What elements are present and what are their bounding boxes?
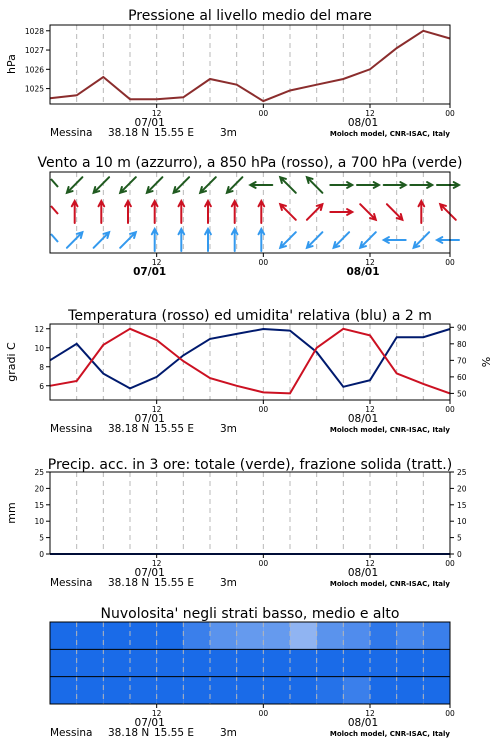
temperature-line [50,329,450,394]
cloud-cell [423,649,450,676]
wind-700hpa-arrow [51,179,58,187]
pressure-ylabel: hPa [5,54,18,74]
time-tick-label: 12 [365,709,375,718]
cloud-cell [183,622,210,649]
cloud-cell [290,649,317,676]
time-tick-label: 12 [365,258,375,267]
wind-10m-arrow [67,232,83,248]
cloud-cell [423,622,450,649]
y-tick-label: 1026 [24,65,44,75]
model-credit: Moloch model, CNR-ISAC, Italy [329,426,450,434]
cloud-cell [183,677,210,704]
station-lat: 38.18 N [108,727,150,739]
pressure-title: Pressione al livello medio del mare [128,8,372,24]
y-tick-label: 0 [39,550,44,559]
y-tick-label: 10 [34,343,44,353]
date-label: 08/01 [347,717,379,729]
y-tick-label: 6 [39,381,44,391]
cloud-cell [290,622,317,649]
cloud-cell [210,649,237,676]
model-credit: Moloch model, CNR-ISAC, Italy [329,130,450,138]
wind-700hpa-arrow [94,177,110,193]
station-name: Messina [50,423,93,435]
cloud-cell [50,622,77,649]
station-alt: 3m [220,577,237,589]
time-tick-label: 00 [445,405,455,414]
humidity-line [50,329,450,388]
temperature-ylabel: gradi C [5,342,18,382]
cloud-cell [210,622,237,649]
cloud-cell [237,677,264,704]
cloud-cell [290,677,317,704]
time-tick-label: 00 [258,559,269,568]
y-tick-label: 25 [34,468,44,477]
time-tick-label: 00 [445,709,455,718]
cloud-cell [183,649,210,676]
temperature-panel [5,308,493,435]
time-tick-label: 12 [365,559,375,568]
precipitation-ylabel: mm [5,502,18,524]
wind-700hpa-arrow [250,182,272,188]
y-tick-label-right: 0 [457,550,462,559]
y-tick-label: 10 [34,517,44,527]
cloud-cell [210,677,237,704]
y-tick-label-right: 50 [457,389,467,399]
wind-700hpa-arrow [437,182,459,188]
date-label: 07/01 [134,717,165,729]
model-credit: Moloch model, CNR-ISAC, Italy [329,730,450,738]
cloud-cell [77,622,104,649]
station-alt: 3m [220,423,237,435]
cloud-title: Nuvolosita' negli strati basso, medio e alto [100,606,400,622]
y-tick-label-right: 25 [457,468,467,477]
cloud-cell [317,677,344,704]
date-label: 08/01 [347,117,379,129]
y-tick-label-right: 10 [457,517,467,527]
cloud-cell [103,677,130,704]
pressure-line [50,31,450,101]
station-name: Messina [50,577,93,589]
y-tick-label: 5 [39,533,44,543]
wind-850hpa-arrow [360,204,376,220]
cloud-cell [157,677,184,704]
cloud-cell [103,649,130,676]
y-tick-label-right: 70 [457,356,467,366]
cloud-cell [397,649,424,676]
time-tick-label: 12 [151,559,162,568]
y-tick-label-right: 80 [457,339,467,349]
cloud-cell [397,677,424,704]
wind-700hpa-arrow [147,177,163,193]
y-tick-label: 1028 [24,26,44,36]
cloud-cell [317,649,344,676]
wind-10m-arrow [414,232,430,248]
y-tick-label-right: 5 [457,533,462,543]
wind-850hpa-arrow [387,204,403,220]
cloud-cell [130,649,157,676]
wind-700hpa-arrow [330,182,352,188]
wind-panel [37,155,462,278]
y-tick-label: 12 [34,324,44,334]
time-tick-label: 12 [365,109,375,118]
wind-10m-arrow [307,232,323,248]
time-tick-label: 00 [258,709,269,718]
cloud-panel [50,606,455,739]
time-tick-label: 12 [151,709,162,718]
cloud-cell [343,677,370,704]
precipitation-panel [5,457,467,589]
humidity-ylabel: % [480,356,493,368]
wind-700hpa-arrow [200,177,216,193]
wind-10m-arrow [120,232,136,248]
time-tick-label: 00 [258,109,269,118]
date-label: 07/01 [134,413,165,425]
cloud-cell [263,622,290,649]
time-tick-label: 00 [445,559,455,568]
date-label: 08/01 [347,567,379,579]
wind-850hpa-arrow [307,204,323,220]
cloud-cell [130,622,157,649]
wind-10m-arrow [437,237,459,243]
time-tick-label: 12 [151,258,162,267]
wind-10m-arrow [334,232,350,248]
y-tick-label: 1027 [24,46,44,56]
station-name: Messina [50,727,93,739]
station-lon: 15.55 E [154,727,195,739]
cloud-cell [397,622,424,649]
station-lon: 15.55 E [154,577,195,589]
time-tick-label: 00 [445,109,455,118]
pressure-panel [5,8,455,139]
cloud-cell [370,622,397,649]
cloud-cell [50,677,77,704]
station-lat: 38.18 N [108,577,150,589]
y-tick-label-right: 20 [457,484,467,494]
cloud-cell [157,622,184,649]
cloud-cell [237,649,264,676]
cloud-cell [77,677,104,704]
cloud-cell [77,649,104,676]
station-lat: 38.18 N [108,423,150,435]
station-lon: 15.55 E [154,127,195,139]
y-tick-label: 15 [34,500,44,510]
cloud-cell [343,649,370,676]
y-tick-label: 20 [34,484,44,494]
cloud-cell [343,622,370,649]
date-label: 07/01 [133,266,167,278]
wind-700hpa-arrow [120,177,136,193]
time-tick-label: 00 [258,258,269,267]
date-label: 08/01 [346,266,380,278]
time-tick-label: 00 [445,258,455,267]
cloud-cell [317,622,344,649]
y-tick-label-right: 60 [457,372,467,382]
cloud-cell [263,649,290,676]
wind-700hpa-arrow [384,182,406,188]
wind-700hpa-arrow [410,182,432,188]
wind-10m-arrow [384,237,406,243]
time-tick-label: 12 [151,109,162,118]
wind-850hpa-arrow [51,206,58,214]
precipitation-title: Precip. acc. in 3 ore: totale (verde), frazione solida (tratt.) [47,457,453,473]
cloud-cell [370,649,397,676]
wind-10m-arrow [280,232,296,248]
station-name: Messina [50,127,93,139]
time-tick-label: 12 [365,405,375,414]
wind-850hpa-arrow [330,209,352,215]
wind-700hpa-arrow [357,182,379,188]
wind-700hpa-arrow [174,177,190,193]
cloud-cell [423,677,450,704]
time-tick-label: 12 [151,405,162,414]
wind-10m-arrow [51,234,58,242]
date-label: 07/01 [134,117,165,129]
cloud-cell [130,677,157,704]
station-lon: 15.55 E [154,423,195,435]
wind-title: Vento a 10 m (azzurro), a 850 hPa (rosso), a 700 hPa (verde) [37,155,463,171]
date-label: 08/01 [347,413,379,425]
model-credit: Moloch model, CNR-ISAC, Italy [329,580,450,588]
temperature-title: Temperatura (rosso) ed umidita' relativa (blu) a 2 m [68,308,432,324]
wind-700hpa-arrow [227,177,243,193]
wind-850hpa-arrow [280,204,296,220]
wind-700hpa-arrow [67,177,83,193]
cloud-cell [263,677,290,704]
wind-10m-arrow [360,232,376,248]
y-tick-label: 8 [39,362,44,372]
wind-700hpa-arrow [307,177,323,193]
wind-10m-arrow [94,232,110,248]
cloud-cell [370,677,397,704]
cloud-cell [50,649,77,676]
cloud-cell [103,622,130,649]
station-lat: 38.18 N [108,127,150,139]
date-label: 07/01 [134,567,165,579]
y-tick-label-right: 15 [457,500,467,510]
station-alt: 3m [220,127,237,139]
y-tick-label-right: 90 [457,323,467,333]
y-tick-label: 1025 [24,84,44,94]
cloud-cell [157,649,184,676]
time-tick-label: 00 [258,405,269,414]
cloud-cell [237,622,264,649]
wind-700hpa-arrow [280,177,296,193]
plot-frame [50,472,450,554]
station-alt: 3m [220,727,237,739]
wind-850hpa-arrow [440,204,456,220]
